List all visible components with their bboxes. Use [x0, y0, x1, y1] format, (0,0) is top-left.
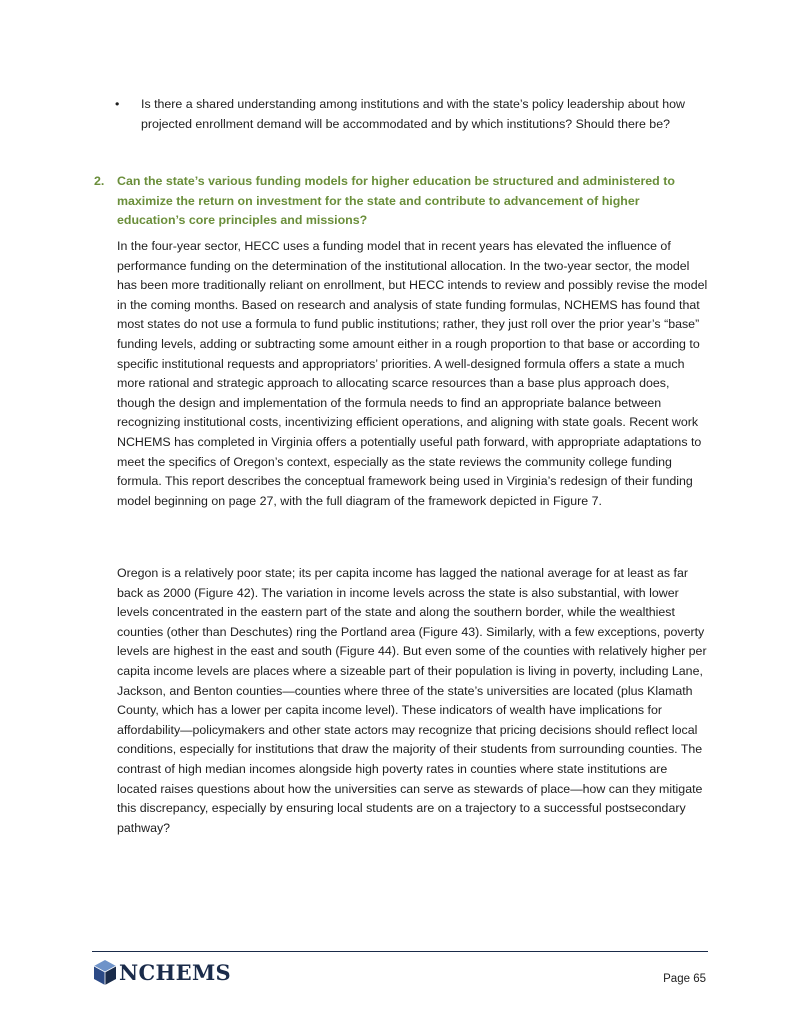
footer-divider: [92, 951, 708, 952]
question-number: 2.: [94, 174, 105, 188]
nchems-logo: [93, 958, 231, 986]
page-number: Page 65: [663, 973, 706, 985]
bullet-item-text: Is there a shared understanding among institutions and with the state’s policy leadership about how projected enrollment demand will be accommodated and by which institutions? Should there be?: [141, 97, 685, 131]
paragraph-funding-models: In the four-year sector, HECC uses a funding model that in recent years has elevated the influence of performance funding on the determination of the institutional allocation. In the two-year sector, the model has been more traditionally reliant on enrollment, but HECC intends to review and possibly revise the model in the coming months. Based on research and analysis of state funding formulas, NCHEMS has found that most states do not use a formula to fund public institutions; rather, they just roll over the prior year’s “base” funding levels, adding or subtracting some amount either in a rough proportion to that base or according to specific institutional requests and appropriators’ priorities. A well-designed formula offers a state a much more rational and strategic approach to allocating scarce resources than a base plus approach does, though the design and implementation of the formula needs to find an appropriate balance between recognizing institutional costs, incentivizing efficient operations, and aligning with state goals. Recent work NCHEMS has completed in Virginia offers a potentially useful path forward, with appropriate adaptations to meet the specifics of Oregon’s context, especially as the state reviews the community college funding formula. This report describes the conceptual framework being used in Virginia’s redesign of their funding model beginning on page 27, with the full diagram of the framework depicted in Figure 7.: [117, 239, 708, 508]
question-heading: Can the state’s various funding models for higher education be structured and administered to maximize the return on investment for the state and contribute to advancement of higher education’s core principles and missions?: [117, 174, 675, 228]
logo-wordmark: NCHEMS: [119, 959, 231, 985]
bullet-marker: •: [115, 97, 120, 111]
paragraph-oregon-income: Oregon is a relatively poor state; its per capita income has lagged the national average for at least as far back as 2000 (Figure 42). The variation in income levels across the state is also substantial, with lower levels concentrated in the eastern part of the state and along the southern border, while the wealthiest counties (other than Deschutes) ring the Portland area (Figure 43). Similarly, with a few exceptions, poverty levels are highest in the east and south (Figure 44). But even some of the counties with relatively higher per capita income levels are places where a sizeable part of their population is living in poverty, including Lane, Jackson, and Benton counties—counties where three of the state’s universities are located (plus Klamath County, which has a lower per capita income level). These indicators of wealth have implications for affordability—policymakers and other state actors may recognize that pricing decisions should reflect local conditions, especially for institutions that draw the majority of their students from surrounding counties. The contrast of high median incomes alongside high poverty rates in counties where state institutions are located raises questions about how the universities can serve as stewards of place—how can they mitigate this discrepancy, especially by ensuring local students are on a trajectory to a successful postsecondary pathway?: [117, 566, 707, 835]
cube-logo-icon: [93, 959, 117, 986]
